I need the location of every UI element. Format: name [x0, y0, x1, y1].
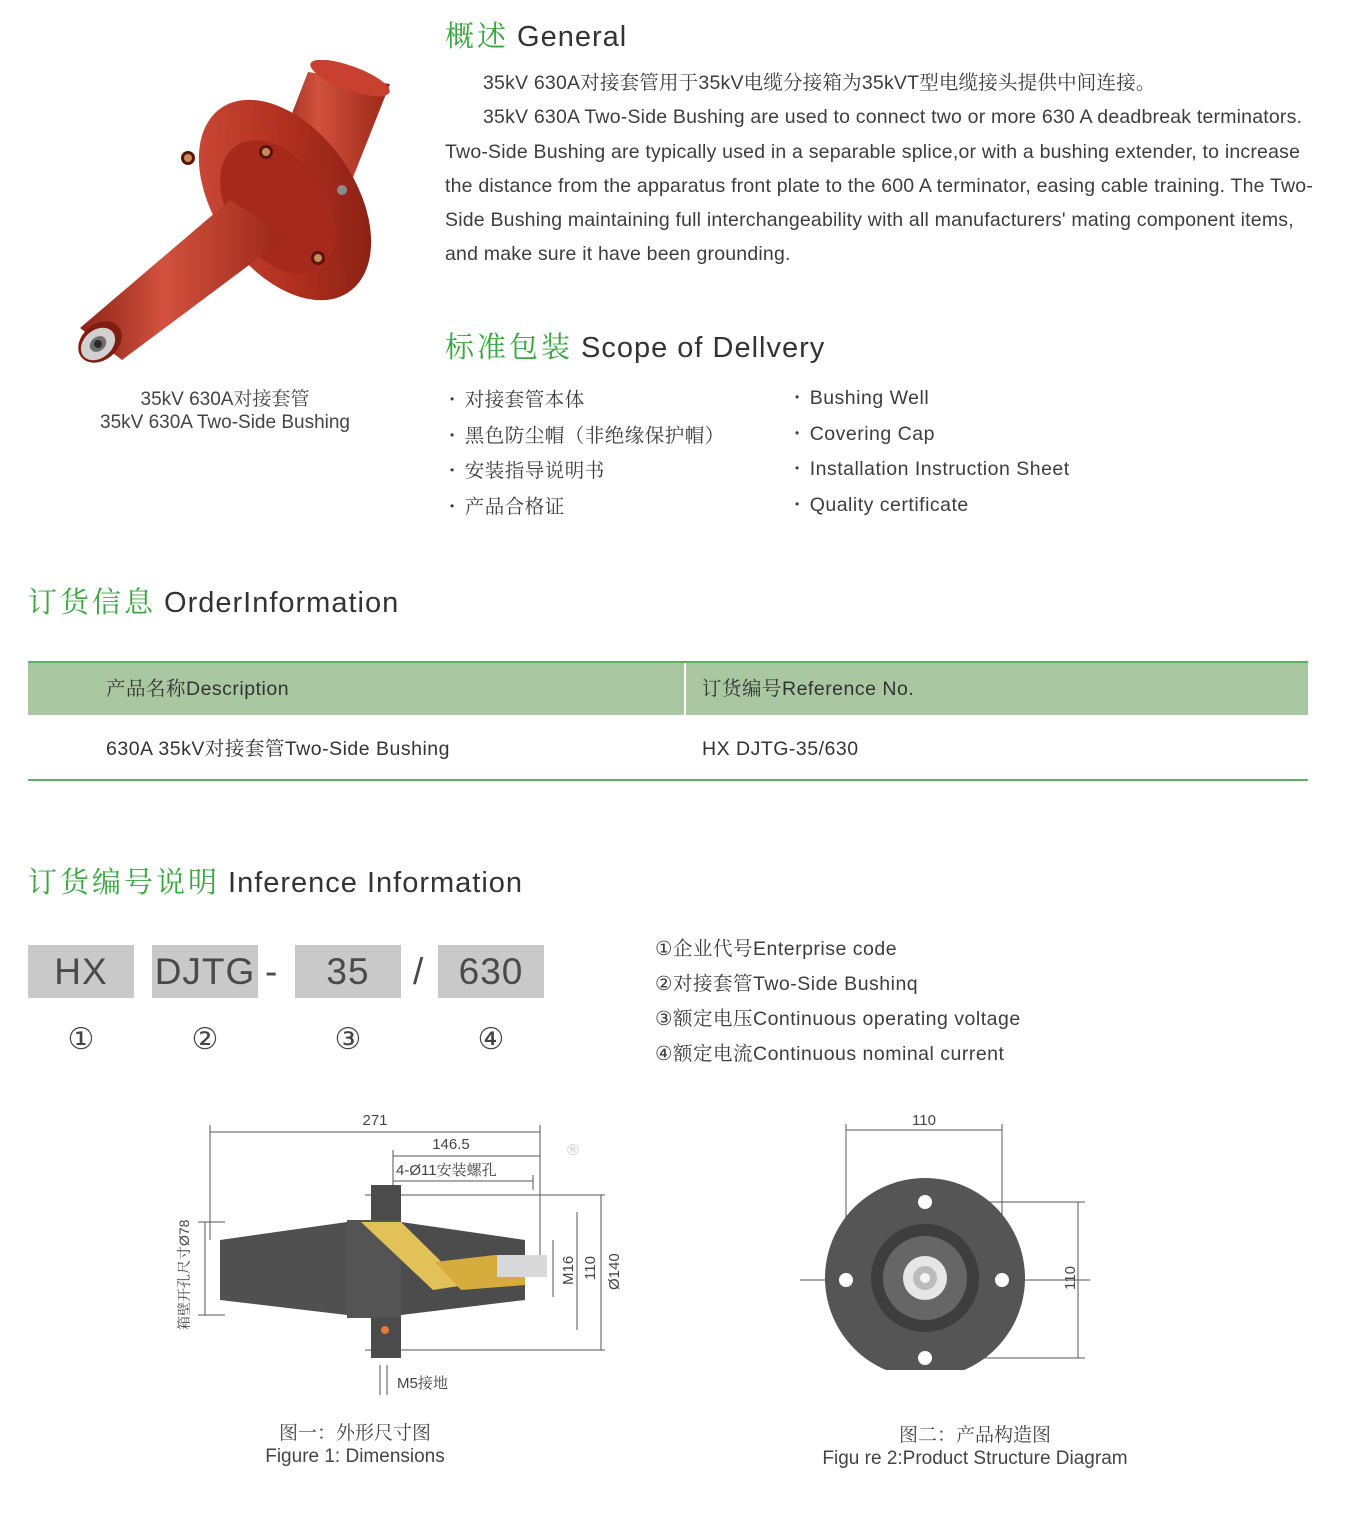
dim-wall-hole: 箱壁开孔尺寸Ø78 [176, 1219, 192, 1330]
list-item: • Covering Cap [795, 416, 1070, 452]
inference-heading-en: Inference Information [228, 867, 524, 899]
dim-overall: 271 [362, 1112, 388, 1129]
dim-holes: 4-Ø11安装螺孔 [396, 1162, 497, 1179]
list-item: • 安装指导说明书 [450, 453, 725, 489]
figure2-caption-zh: 图二：产品构造图 [898, 1425, 1051, 1446]
code-box-enterprise: HX [28, 945, 134, 998]
dim-ground: M5接地 [397, 1375, 448, 1392]
dim-thread: M16 [560, 1255, 577, 1285]
order-table [28, 661, 1308, 781]
general-heading [445, 14, 627, 55]
figure1-caption [200, 1422, 510, 1468]
code-box-type: DJTG [152, 945, 258, 998]
code-legend [655, 932, 1021, 1072]
list-item: • Installation Instruction Sheet [795, 451, 1070, 487]
order-heading [28, 580, 399, 621]
dim-horizontal: 110 [912, 1112, 936, 1129]
photo-caption [70, 388, 380, 434]
general-heading-en: General [517, 21, 628, 53]
header-reference: 订货编号Reference No. [702, 678, 915, 700]
code-box-current: 630 [438, 945, 544, 998]
dim-vertical: 110 [1062, 1266, 1079, 1290]
general-para-zh: 35kV 630A对接套管用于35kV电缆分接箱为35kVT型电缆接头提供中间连接。 [483, 72, 1156, 94]
list-item: • Quality certificate [795, 487, 1070, 523]
header-description: 产品名称Description [106, 678, 290, 700]
bushing-photo [60, 60, 410, 380]
photo-caption-en: 35kV 630A Two-Side Bushing [100, 412, 350, 433]
code-number-4: ④ [477, 1023, 505, 1056]
legend-item: ③额定电压Continuous operating voltage [655, 1008, 1021, 1030]
delivery-list-en [795, 380, 1070, 522]
table-header [28, 661, 1308, 715]
code-number-3: ③ [334, 1023, 362, 1056]
list-item: • 黑色防尘帽（非绝缘保护帽） [450, 418, 725, 454]
header-divider [684, 663, 686, 715]
general-description [445, 66, 1325, 272]
figure2-caption-en: Figu re 2:Product Structure Diagram [822, 1448, 1128, 1469]
dim-pitch: 110 [582, 1256, 599, 1280]
table-row [28, 715, 1308, 781]
structure-drawing [790, 1100, 1110, 1370]
general-para-en: 35kV 630A Two-Side Bushing are used to connect two or more 630 A deadbreak terminators. Two-Side Bushing are typically used in a separable splice,or with a bushing extender, to increase the distance from the apparatus front plate to the 600 A terminator, easing cable training. The Two-Side Bushing maintaining full interchangeability with all manufacturers' mating component items, and make sure it have been grounding. [445, 106, 1314, 266]
order-heading-zh: 订货信息 [28, 587, 157, 619]
general-heading-zh: 概述 [445, 21, 510, 53]
dimension-drawing [165, 1100, 635, 1410]
legend-item: ①企业代号Enterprise code [655, 938, 898, 960]
figure1-caption-zh: 图一：外形尺寸图 [278, 1423, 431, 1444]
delivery-list-zh [450, 382, 725, 524]
registered-mark: ® [567, 1142, 579, 1159]
legend-item: ④额定电流Continuous nominal current [655, 1043, 1005, 1065]
order-heading-en: OrderInformation [164, 587, 400, 619]
dim-half: 146.5 [432, 1136, 470, 1153]
inference-heading [28, 860, 523, 901]
list-item: • 产品合格证 [450, 489, 725, 525]
list-item: • 对接套管本体 [450, 382, 725, 418]
figure1-caption-en: Figure 1: Dimensions [265, 1446, 445, 1467]
inference-heading-zh: 订货编号说明 [28, 867, 221, 899]
delivery-heading-zh: 标准包装 [445, 332, 574, 364]
figure2-caption [770, 1424, 1180, 1470]
delivery-heading [445, 325, 825, 366]
cell-description: 630A 35kV对接套管Two-Side Bushing [106, 738, 451, 760]
delivery-heading-en: Scope of Dellvery [581, 332, 826, 364]
dim-flange: Ø140 [606, 1253, 623, 1290]
photo-caption-zh: 35kV 630A对接套管 [140, 389, 310, 410]
code-separator-dash: - [265, 951, 278, 992]
code-number-1: ① [67, 1023, 95, 1056]
legend-item: ②对接套管Two-Side Bushinq [655, 973, 919, 995]
cell-reference: HX DJTG-35/630 [702, 738, 859, 760]
code-box-voltage: 35 [295, 945, 401, 998]
list-item: • Bushing Well [795, 380, 1070, 416]
code-number-2: ② [191, 1023, 219, 1056]
code-separator-slash: / [413, 951, 424, 992]
